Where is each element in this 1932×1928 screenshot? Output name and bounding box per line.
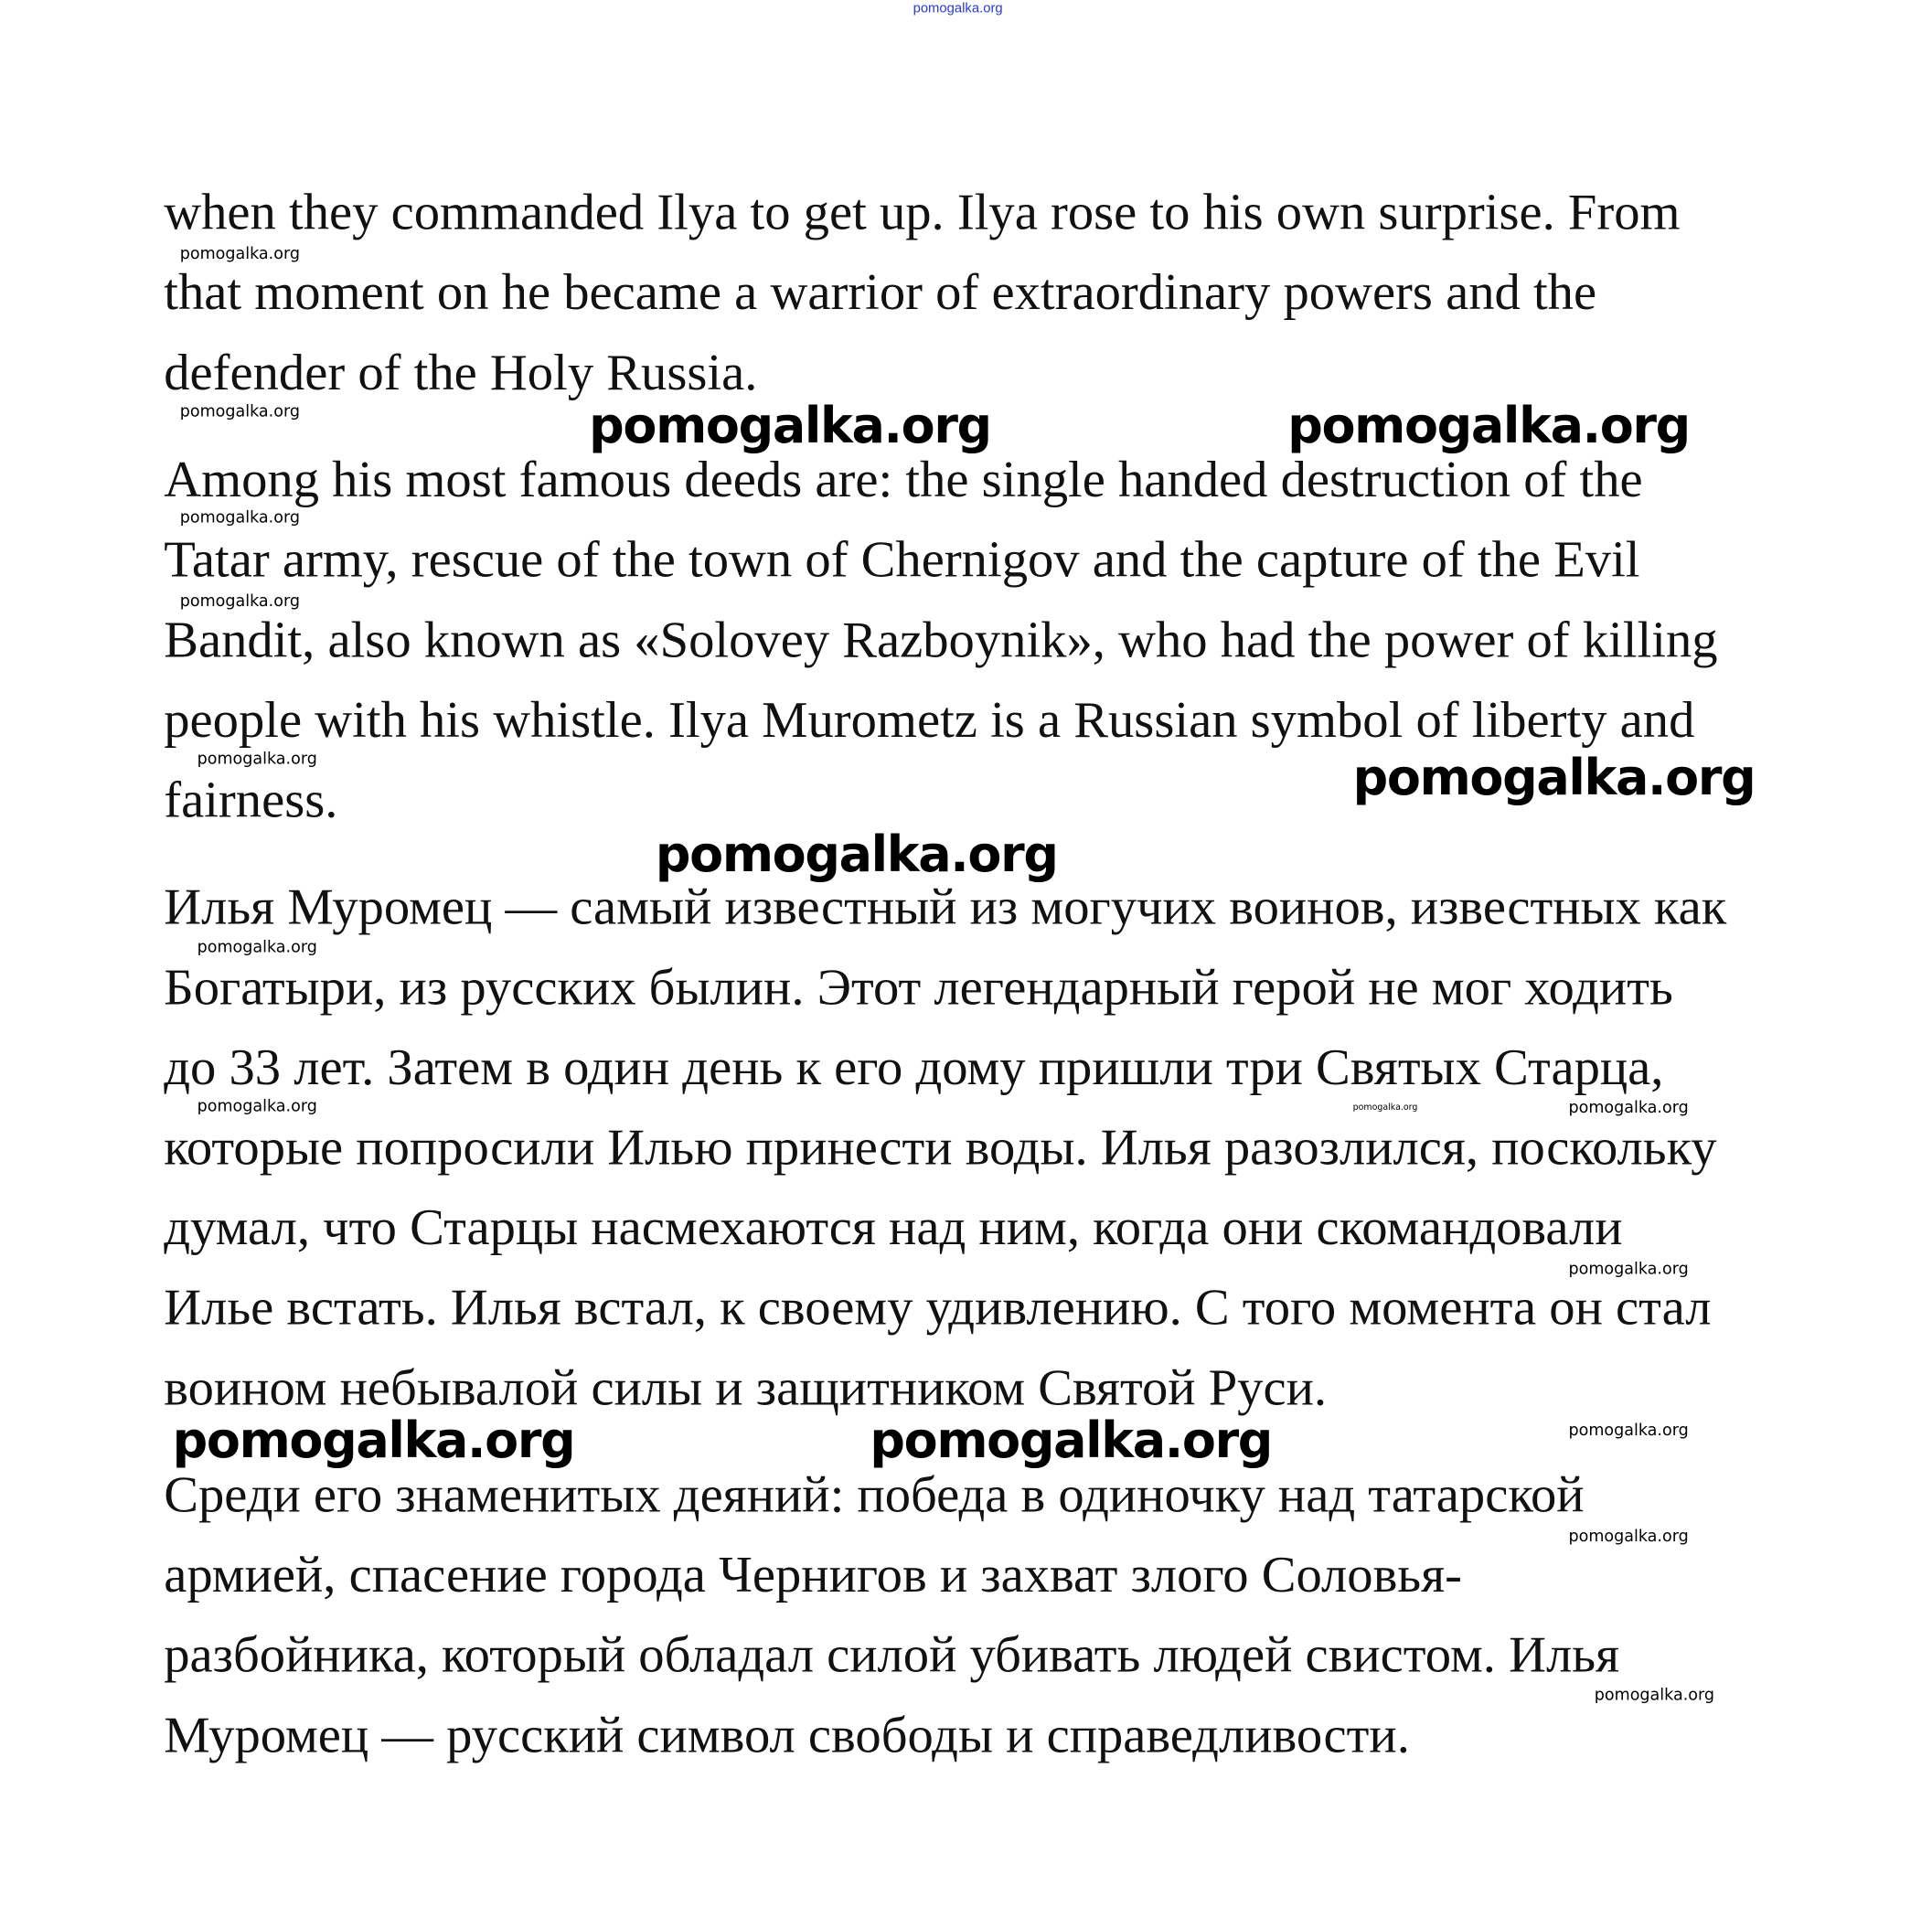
- watermark: pomogalka.org: [179, 245, 300, 264]
- text-line: defender of the Holy Russia.: [164, 345, 758, 402]
- watermark: pomogalka.org: [1287, 398, 1690, 455]
- watermark: pomogalka.org: [197, 1097, 317, 1116]
- watermark: pomogalka.org: [179, 508, 300, 527]
- text-line: that moment on he became a warrior of extraordinary powers and the: [164, 264, 1597, 322]
- watermark: pomogalka.org: [655, 826, 1058, 884]
- watermark: pomogalka.org: [1568, 1260, 1689, 1279]
- watermark: pomogalka.org: [1568, 1099, 1689, 1118]
- watermark: pomogalka.org: [870, 1412, 1273, 1470]
- watermark: pomogalka.org: [1568, 1422, 1689, 1441]
- text-line: армией, спасение города Чернигов и захват злого Соловья-: [164, 1547, 1463, 1604]
- watermark: pomogalka.org: [1568, 1528, 1689, 1547]
- text-line: Bandit, also known as «Solovey Razboynik», who had the power of killing: [164, 612, 1718, 669]
- watermark: pomogalka.org: [172, 1412, 575, 1470]
- text-line: Илья Муромец — самый известный из могучих воинов, известных как: [164, 879, 1727, 937]
- text-line: Илье встать. Илья встал, к своему удивлению. С того момента он стал: [164, 1280, 1712, 1337]
- text-line: fairness.: [164, 772, 338, 829]
- watermark: pomogalka.org: [1352, 1102, 1418, 1113]
- text-line: воином небывалой силы и защитником Святой Руси.: [164, 1359, 1328, 1417]
- header-watermark: pomogalka.org: [913, 1, 1003, 16]
- watermark: pomogalka.org: [179, 592, 300, 612]
- text-line: которые попросили Илью принести воды. Илья разозлился, поскольку: [164, 1119, 1717, 1177]
- watermark: pomogalka.org: [197, 938, 317, 958]
- text-line: до 33 лет. Затем в один день к его дому пришли три Святых Старца,: [164, 1039, 1664, 1097]
- watermark: pomogalka.org: [179, 402, 300, 421]
- text-line: Среди его знаменитых деяний: победа в одиночку над татарской: [164, 1466, 1585, 1524]
- text-line: Муромец — русский символ свободы и справедливости.: [164, 1707, 1410, 1764]
- text-line: Among his most famous deeds are: the single handed destruction of the: [164, 452, 1643, 509]
- text-line: Tatar army, rescue of the town of Chernigov and the capture of the Evil: [164, 532, 1640, 590]
- text-line: разбойника, который обладал силой убивать людей свистом. Илья: [164, 1627, 1620, 1685]
- watermark: pomogalka.org: [197, 750, 317, 769]
- watermark: pomogalka.org: [589, 398, 991, 455]
- watermark: pomogalka.org: [1594, 1686, 1715, 1706]
- text-line: думал, что Старцы насмехаются над ним, когда они скомандовали: [164, 1199, 1623, 1257]
- watermark: pomogalka.org: [1352, 750, 1756, 807]
- text-line: people with his whistle. Ilya Murometz is a Russian symbol of liberty and: [164, 692, 1695, 750]
- text-line: when they commanded Ilya to get up. Ilya rose to his own surprise. From: [164, 185, 1681, 242]
- text-line: Богатыри, из русских былин. Этот легендарный герой не мог ходить: [164, 959, 1673, 1017]
